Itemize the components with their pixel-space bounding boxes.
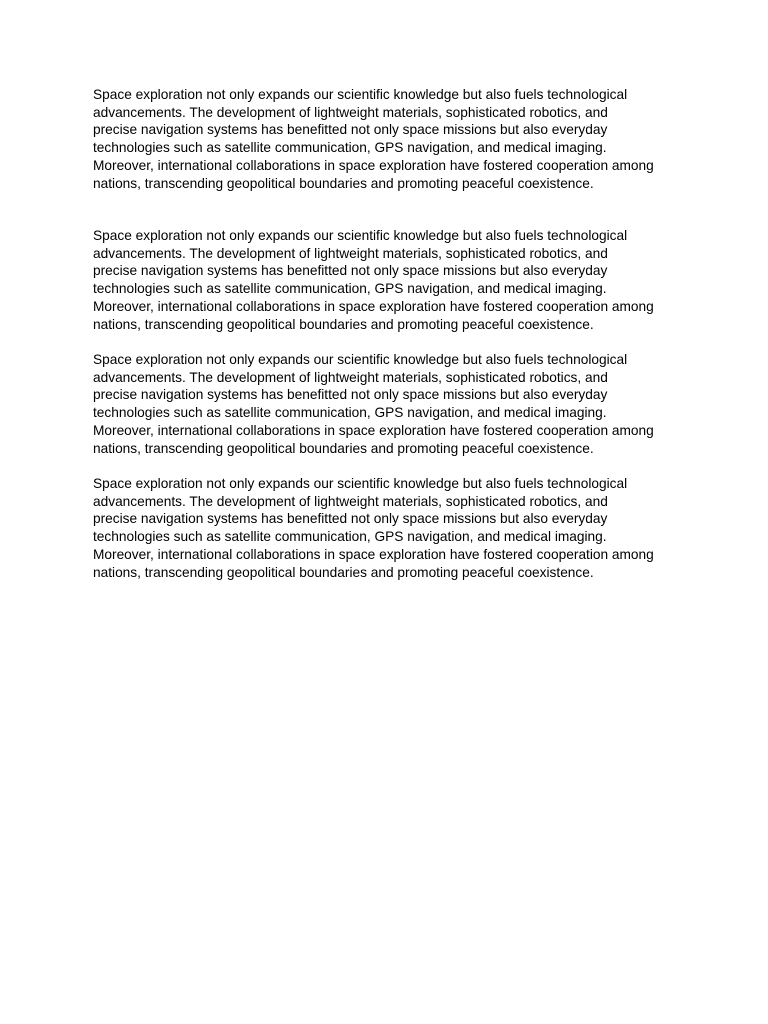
text-line: nations, transcending geopolitical boundaries and promoting peaceful coexistence. [93,564,594,580]
text-line: nations, transcending geopolitical boundaries and promoting peaceful coexistence. [93,316,594,332]
text-line: Moreover, international collaborations in space exploration have fostered cooperation among [93,157,654,173]
text-line: Moreover, international collaborations in space exploration have fostered cooperation among [93,298,654,314]
text-line: advancements. The development of lightweight materials, sophisticated robotics, and [93,245,608,261]
text-line: Space exploration not only expands our scientific knowledge but also fuels technological [93,352,628,367]
text-line: technologies such as satellite communication, GPS navigation, and medical imaging. [93,405,607,421]
text-line: technologies such as satellite communication, GPS navigation, and medical imaging. [93,281,607,297]
text-line: advancements. The development of lightweight materials, sophisticated robotics, and [93,369,608,385]
text-line: advancements. The development of lightweight materials, sophisticated robotics, and [93,493,608,509]
paragraph [93,351,683,457]
text-line: precise navigation systems has benefitted not only space missions but also everyday [93,122,608,138]
text-line: nations, transcending geopolitical boundaries and promoting peaceful coexistence. [93,440,594,456]
text-line: advancements. The development of lightweight materials, sophisticated robotics, and [93,104,608,120]
text-line: Moreover, international collaborations in space exploration have fostered cooperation among [93,422,654,438]
text-line: technologies such as satellite communication, GPS navigation, and medical imaging. [93,529,607,545]
text-line: precise navigation systems has benefitted not only space missions but also everyday [93,387,608,403]
text-line: technologies such as satellite communication, GPS navigation, and medical imaging. [93,140,607,156]
text-line: Moreover, international collaborations in space exploration have fostered cooperation among [93,546,654,562]
paragraph [93,227,683,333]
text-line: Space exploration not only expands our scientific knowledge but also fuels technological [93,476,628,491]
paragraph [93,86,683,192]
text-line: precise navigation systems has benefitted not only space missions but also everyday [93,263,608,279]
text-line: Space exploration not only expands our scientific knowledge but also fuels technological [93,87,628,102]
text-line: precise navigation systems has benefitted not only space missions but also everyday [93,511,608,527]
text-line: Space exploration not only expands our scientific knowledge but also fuels technological [93,228,628,243]
paragraph [93,475,683,581]
text-line: nations, transcending geopolitical boundaries and promoting peaceful coexistence. [93,175,594,191]
